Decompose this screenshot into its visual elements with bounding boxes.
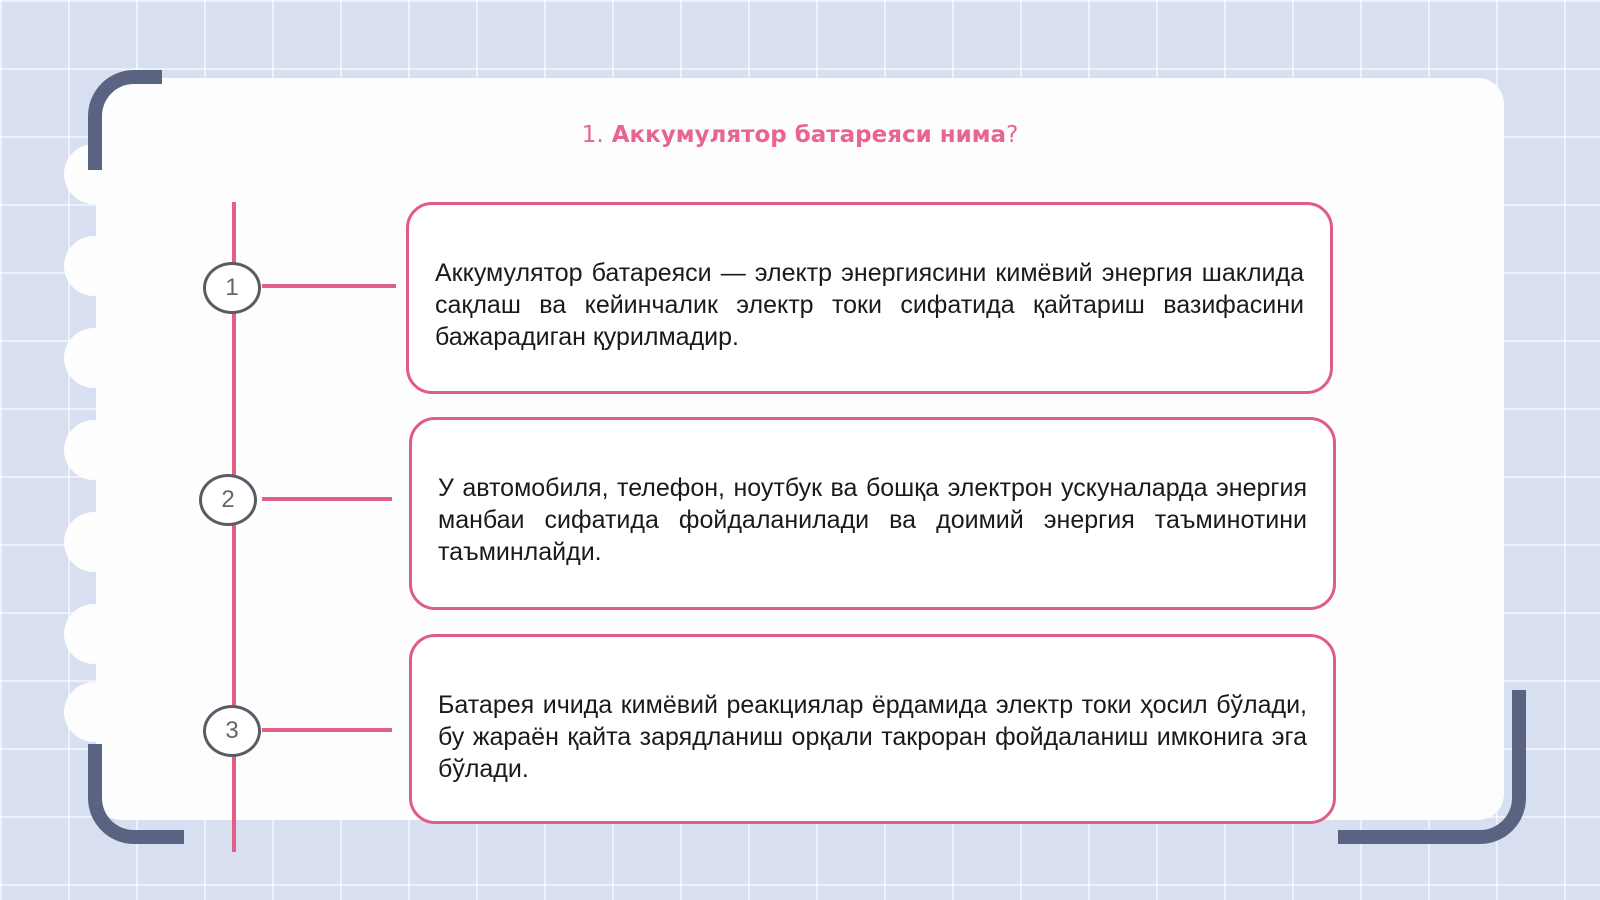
notebook-scallop [64, 236, 124, 296]
notebook-scallop [64, 420, 124, 480]
step-number-circle [203, 705, 261, 757]
corner-bracket-bottom-left [88, 744, 184, 844]
notebook-scallop [64, 512, 124, 572]
connector-line [262, 497, 392, 501]
corner-bracket-top-left [88, 70, 162, 170]
notebook-scallop [64, 328, 124, 388]
step-text: У автомобиля, телефон, ноутбук ва бошқа электрон ускуналарда энергия манбаи сифатида фойдаланилади ва доимий энергия таъминотини таъминлайди. [438, 474, 1307, 566]
connector-line [262, 728, 392, 732]
step-card [409, 634, 1336, 824]
step-number: 3 [225, 717, 239, 744]
connector-line [262, 284, 396, 288]
step-card [409, 417, 1336, 610]
step-number-circle [203, 262, 261, 314]
step-number-circle [199, 474, 257, 526]
step-text: Аккумулятор батареяси — электр энергиясини кимёвий энергия шаклида сақлаш ва кейинчалик электр токи сифатида қайтариш вазифасини бажарадиган қурилмадир. [435, 259, 1304, 351]
title-number: 1. [581, 122, 604, 148]
step-card [406, 202, 1333, 394]
notebook-scallop [64, 604, 124, 664]
notebook-scallop [64, 682, 124, 742]
step-text: Батарея ичида кимёвий реакциялар ёрдамида электр токи ҳосил бўлади, бу жараён қайта зарядланиш орқали такроран фойдаланиш имконига эга бўлади. [438, 691, 1307, 783]
step-number: 1 [225, 274, 239, 301]
step-number: 2 [221, 486, 235, 513]
title-question-mark: ? [1006, 122, 1019, 148]
title-text: Аккумулятор батареяси нима [611, 122, 1007, 148]
corner-bracket-bottom-right [1338, 690, 1526, 844]
slide-title [300, 122, 1300, 148]
